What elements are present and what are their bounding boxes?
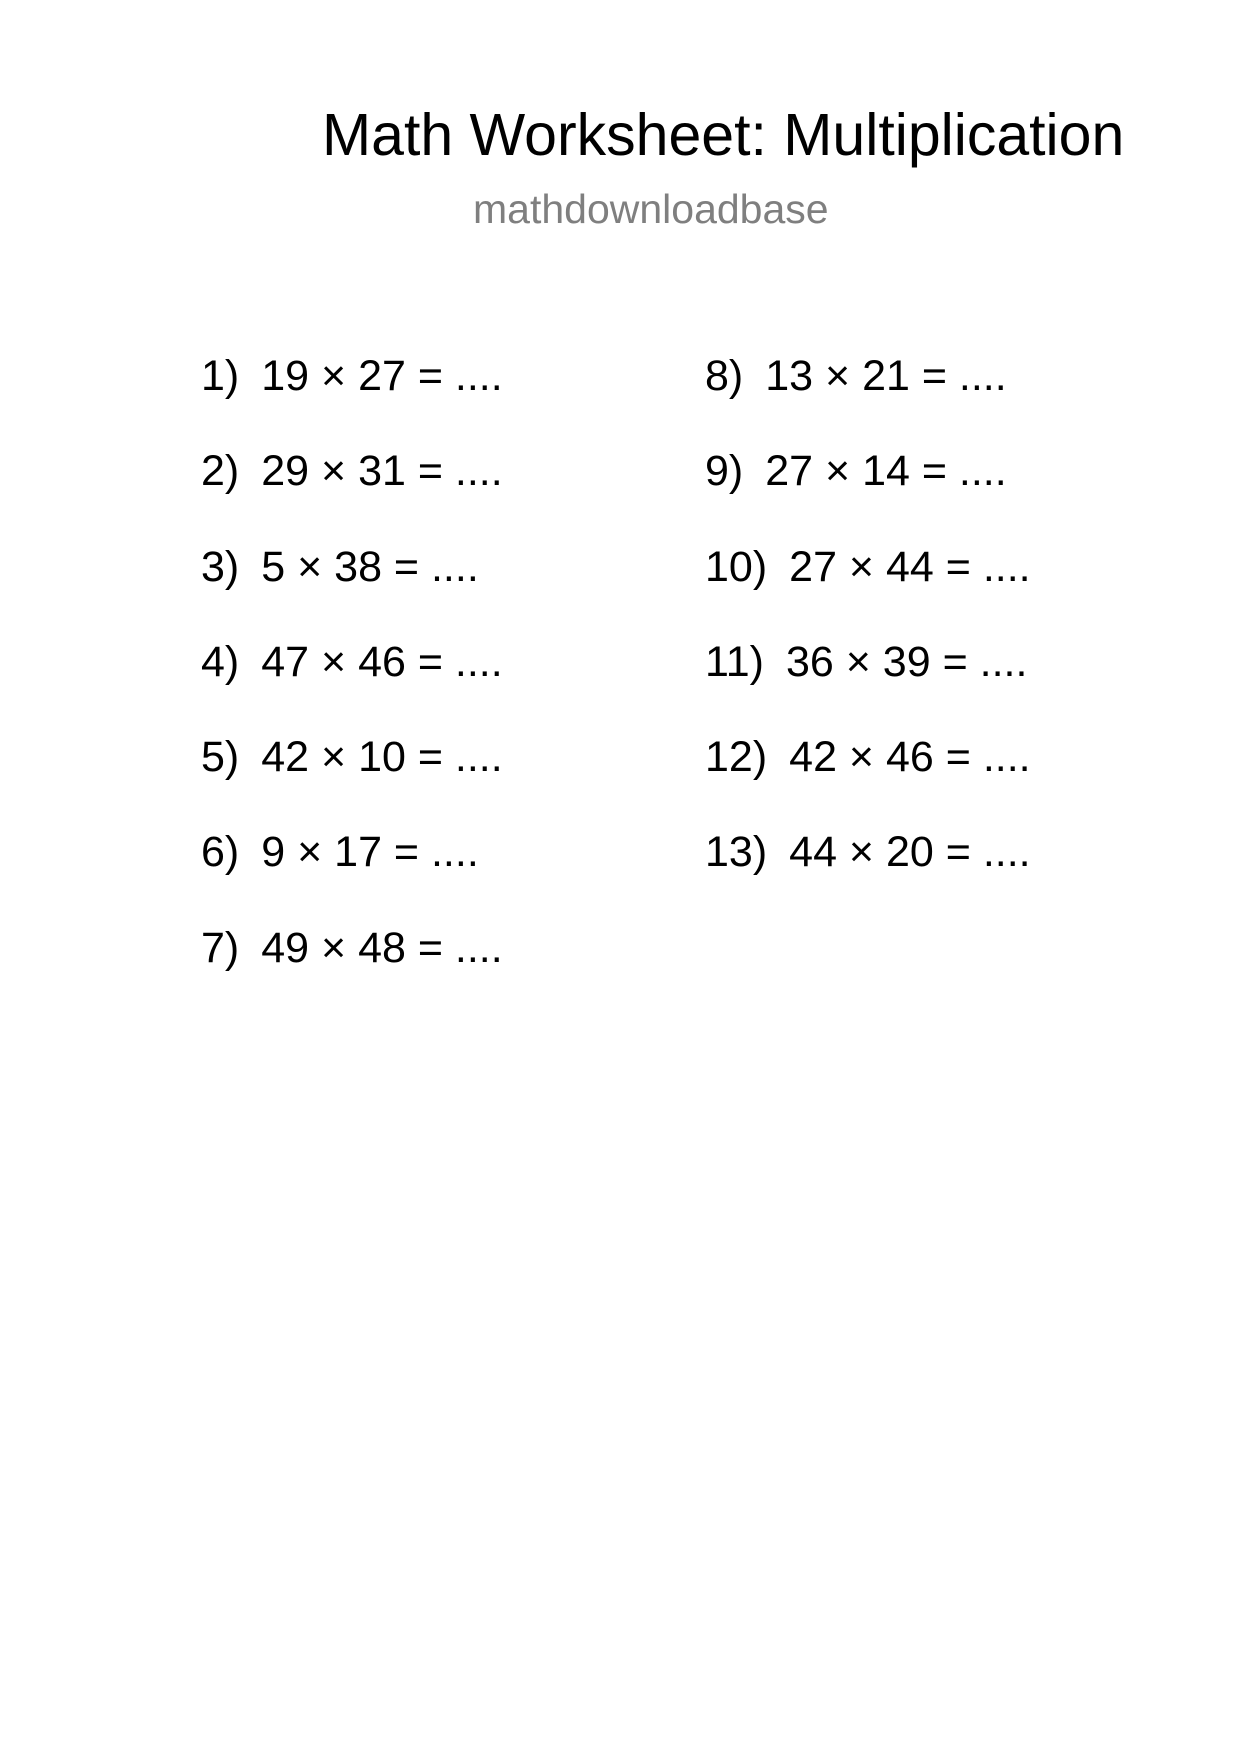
problem-expression: 5 × 38 = .... — [261, 542, 479, 591]
problem-number: 4) — [201, 637, 240, 686]
problem-number: 13) — [705, 828, 768, 877]
problem-expression: 42 × 10 = .... — [261, 733, 503, 782]
problem-expression: 49 × 48 = .... — [261, 923, 503, 972]
problem-expression: 27 × 14 = .... — [765, 447, 1007, 496]
problem-12 — [705, 730, 1031, 825]
problem-5 — [201, 730, 503, 825]
problem-3 — [201, 540, 503, 635]
problem-number: 2) — [201, 447, 240, 496]
problem-number: 11) — [705, 637, 764, 686]
problem-13 — [705, 825, 1031, 920]
problem-number: 12) — [705, 733, 768, 782]
problem-expression: 29 × 31 = .... — [261, 447, 503, 496]
problem-expression: 42 × 46 = .... — [789, 733, 1031, 782]
problem-number: 3) — [201, 542, 240, 591]
problem-4 — [201, 635, 503, 730]
problem-expression: 47 × 46 = .... — [261, 637, 503, 686]
problem-8 — [705, 349, 1031, 444]
problem-7 — [201, 921, 503, 1016]
problem-number: 9) — [705, 447, 744, 496]
problem-expression: 13 × 21 = .... — [765, 352, 1007, 400]
problem-number: 8) — [705, 352, 744, 400]
worksheet-subtitle: mathdownloadbase — [473, 186, 829, 232]
problems-column-left — [201, 349, 503, 1016]
problem-number: 10) — [705, 542, 768, 591]
problem-1 — [201, 349, 503, 444]
problem-9 — [705, 444, 1031, 539]
worksheet-title: Math Worksheet: Multiplication — [322, 102, 1125, 168]
problem-expression: 19 × 27 = .... — [261, 352, 503, 400]
problems-column-right — [705, 349, 1031, 921]
problem-2 — [201, 444, 503, 539]
problem-11 — [705, 635, 1031, 730]
problem-expression: 36 × 39 = .... — [785, 637, 1028, 686]
problem-6 — [201, 825, 503, 920]
problem-expression: 44 × 20 = .... — [789, 828, 1031, 877]
problem-number: 1) — [201, 352, 240, 400]
problem-expression: 27 × 44 = .... — [789, 542, 1031, 591]
problem-number: 5) — [201, 733, 240, 782]
problem-number: 6) — [201, 828, 240, 877]
problem-10 — [705, 540, 1031, 635]
problem-expression: 9 × 17 = .... — [261, 828, 479, 877]
problem-number: 7) — [201, 923, 240, 972]
